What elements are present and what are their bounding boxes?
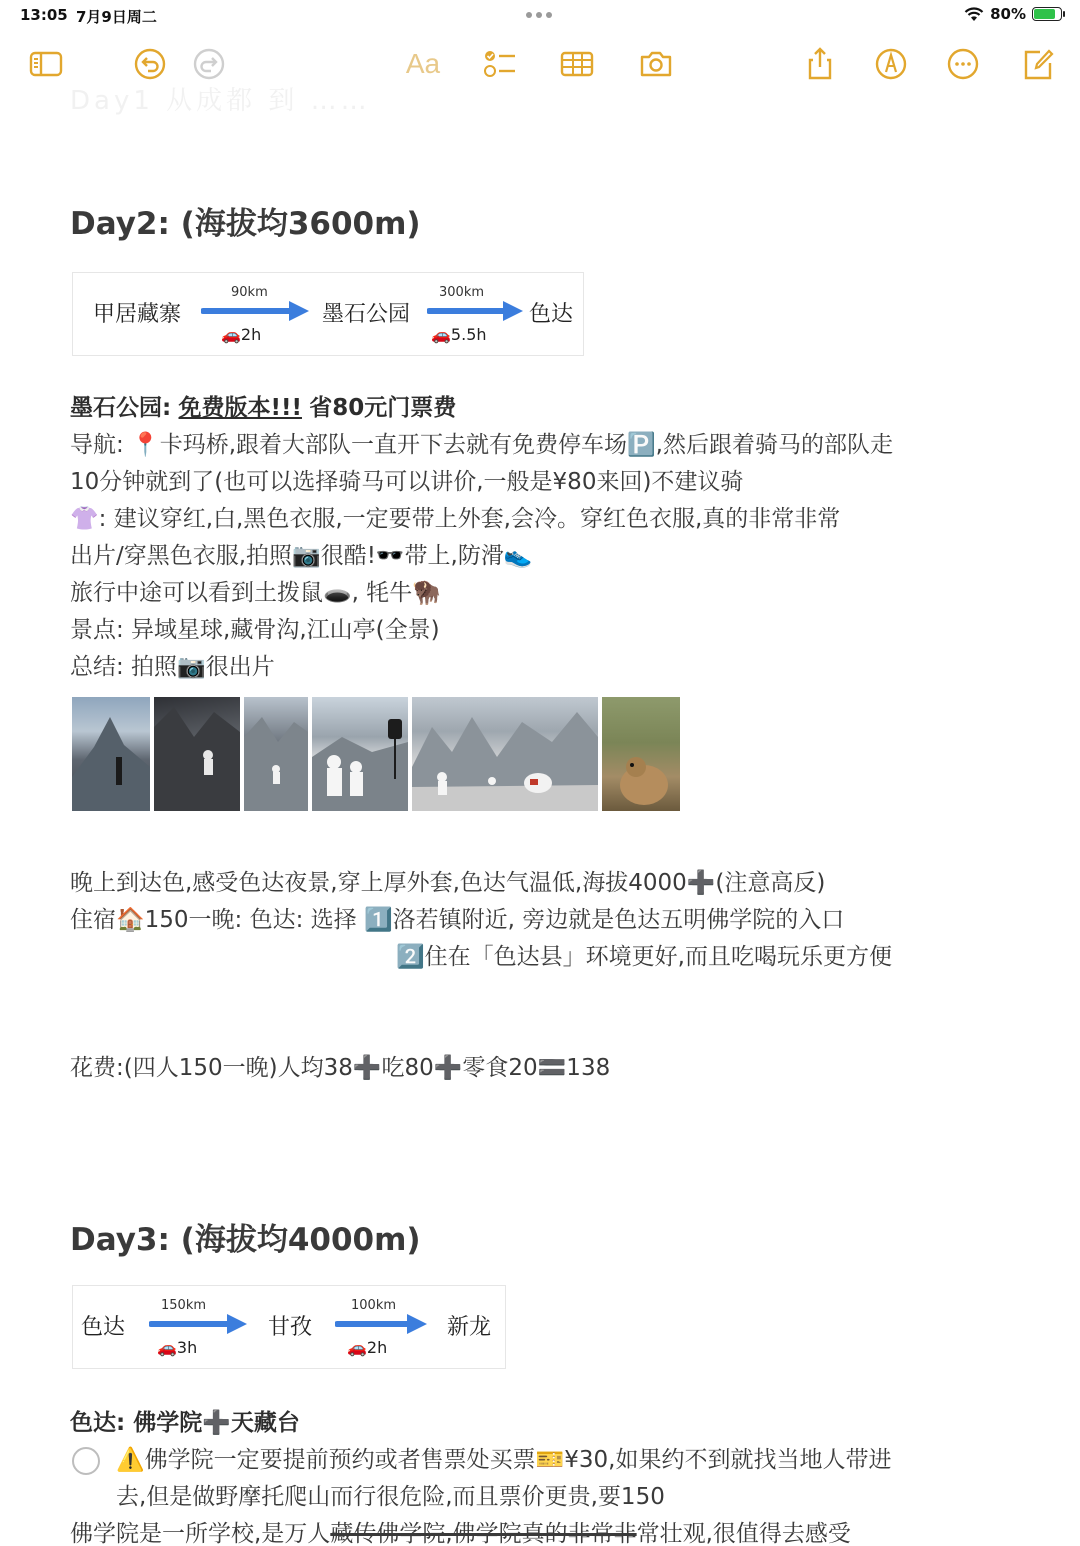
sidebar-toggle-icon[interactable]: [26, 44, 66, 84]
seda-heading: 色达: 佛学院➕天藏台: [70, 1410, 300, 1436]
route-stop: 新龙: [447, 1315, 492, 1340]
note-line: 总结: 拍照📷很出片: [70, 654, 275, 680]
route-time: 🚗2h: [221, 325, 262, 344]
route-stop: 甲居藏寨: [93, 302, 182, 327]
note-line: 住宿🏠150一晚: 色达: 选择 1️⃣洛若镇附近, 旁边就是色达五明佛学院的入口: [70, 907, 845, 933]
status-indicators: [964, 5, 1062, 23]
todo-line: 去,但是做野摩托爬山而行很危险,而且票价更贵,要150: [116, 1484, 665, 1510]
checklist-icon[interactable]: [480, 44, 520, 84]
route-stop: 甘孜: [268, 1315, 313, 1340]
battery-icon: [1032, 7, 1062, 21]
day3-route-diagram: [72, 1285, 506, 1369]
todo-checkbox[interactable]: [72, 1447, 100, 1475]
photo-thumbnail[interactable]: [154, 697, 240, 811]
note-line: 景点: 异域星球,藏骨沟,江山亭(全景): [70, 617, 440, 643]
route-arrow-icon: [201, 299, 313, 323]
note-line: 👚: 建议穿红,白,黑色衣服,一定要带上外套,会冷。穿红色衣服,真的非常非常: [70, 506, 841, 532]
day2-route-diagram: [72, 272, 584, 356]
status-date: 7月9日周二: [76, 8, 157, 26]
route-distance: 300km: [439, 285, 485, 300]
photo-thumbnail[interactable]: [602, 697, 680, 811]
moshi-heading: 墨石公园: 免费版本!!! 省80元门票费: [70, 395, 457, 421]
battery-percent: 80%: [990, 5, 1026, 23]
undo-icon[interactable]: [130, 44, 170, 84]
route-time: 🚗3h: [157, 1338, 198, 1357]
status-time: 13:05: [20, 6, 68, 24]
note-line: 佛学院是一所学校,是万人藏传佛学院,佛学院真的非常非常壮观,很值得去感受: [70, 1521, 851, 1546]
day3-heading: Day3: (海拔均4000m): [70, 1222, 421, 1258]
share-icon[interactable]: [800, 44, 840, 84]
redo-icon[interactable]: [189, 44, 229, 84]
route-time: 🚗5.5h: [431, 325, 487, 344]
scrolled-ghost-text: Day1 从成都 到 ……: [70, 86, 371, 116]
wifi-icon: [964, 7, 984, 22]
cost-line: 花费:(四人150一晚)人均38➕吃80➕零食20🟰138: [70, 1055, 611, 1081]
table-icon[interactable]: [557, 44, 597, 84]
route-stop: 色达: [529, 302, 574, 327]
todo-line: ⚠️佛学院一定要提前预约或者售票处买票🎫¥30,如果约不到就找当地人带进: [116, 1447, 892, 1473]
photo-thumbnail[interactable]: [412, 697, 598, 811]
markup-pen-icon[interactable]: [871, 44, 911, 84]
note-line: 2️⃣住在「色达县」环境更好,而且吃喝玩乐更方便: [396, 944, 892, 970]
route-distance: 100km: [351, 1298, 397, 1313]
route-arrow-icon: [335, 1312, 431, 1336]
photo-thumbnail[interactable]: [312, 697, 408, 811]
note-line: 旅行中途可以看到土拨鼠🕳️, 牦牛🦬: [70, 580, 441, 606]
notes-toolbar: [0, 40, 1080, 116]
day2-heading: Day2: (海拔均3600m): [70, 206, 421, 242]
route-stop: 墨石公园: [322, 302, 411, 327]
note-line: 10分钟就到了(也可以选择骑马可以讲价,一般是¥80来回)不建议骑: [70, 469, 744, 495]
route-stop: 色达: [81, 1315, 126, 1340]
format-text-button[interactable]: Aa: [405, 48, 441, 79]
more-options-icon[interactable]: [943, 44, 983, 84]
new-note-icon[interactable]: [1018, 44, 1058, 84]
photo-thumbnail[interactable]: [244, 697, 308, 811]
route-distance: 90km: [231, 285, 268, 300]
route-arrow-icon: [149, 1312, 251, 1336]
route-distance: 150km: [161, 1298, 207, 1313]
multitasking-dots-icon[interactable]: [526, 12, 552, 18]
route-arrow-icon: [427, 299, 527, 323]
camera-icon[interactable]: [636, 44, 676, 84]
note-line: 出片/穿黑色衣服,拍照📷很酷!🕶️带上,防滑👟: [70, 543, 533, 569]
photo-gallery: [72, 697, 680, 811]
note-line: 导航: 📍卡玛桥,跟着大部队一直开下去就有免费停车场🅿️,然后跟着骑马的部队走: [70, 432, 893, 458]
status-bar: [0, 0, 1080, 32]
route-time: 🚗2h: [347, 1338, 388, 1357]
photo-thumbnail[interactable]: [72, 697, 150, 811]
note-line: 晚上到达色,感受色达夜景,穿上厚外套,色达气温低,海拔4000➕(注意高反): [70, 870, 826, 896]
